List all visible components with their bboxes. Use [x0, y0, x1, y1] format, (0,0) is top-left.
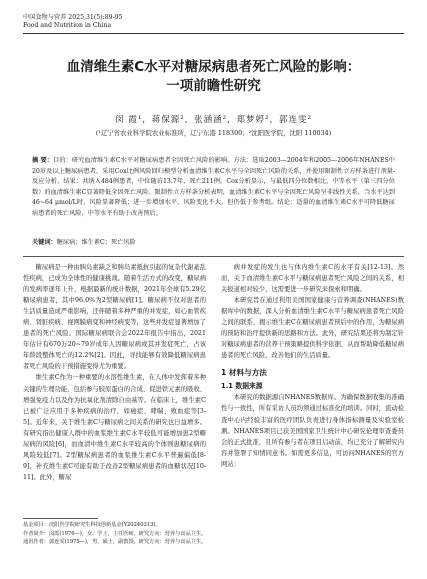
body-paragraph: 本研究的数据源自NHANES数据库。为确保数据收集的准确性与一致性，所有采访人员均须通过标准化的培训。同时，流动检查中心内经验丰富的医疗团队负责进行身体指标测量及实验室检测。NHANES项目已获美国国家卫生统计中心研究伦理审查委员会的正式批准，且所有参与者在项目启动前，均已充分了解研究内容并签署了知情同意书。如需更多信息，可访问NHANES的官方网站：: [221, 394, 404, 468]
body-paragraph: 本研究旨在通过利用美国国家健康与营养调查(NHANES)数据库中的数据，深入分析血清维生素C水平与糖尿病患者死亡风险之间的联系，揭示维生素C在糖尿病患者预后中的作用，为糖尿病的预防和治疗提供新的思路和方法。此外，研究结果还将为制定针对糖尿病患者的营养干预策略提供科学依据，从而帮助降低糖尿病患者的死亡风险，改善他们的生活质量。: [221, 297, 404, 360]
abstract-text: 目的：研究血清维生素C水平对糖尿病患者全因死亡风险的影响。方法：选取2003—2004年和2005—2006年NHANES中20岁及以上糖尿病患者，采用Cox比例风险回归模型分析血清维生素C水平与全因死亡风险的关系，并使用限制性立方样条进行剂量-反应分析。结果：共纳入484例患者，中位随访13.7年，死亡211例。Cox分析显示，与最低四分位数相比，中等水平（第三四分位数）的血清维生素C显著降低全因死亡风险。限制性立方样条分析表明，血清维生素C水平与全因死亡风险呈非线性关系，当水平达到46~64 μmol/L时，风险显著降低；进一步增加水平，风险变化不大，但仍低于参考组。结论：适量的血清维生素C水平可降低糖尿病患者的死亡风险，中等水平有助于改善预后。: [32, 157, 395, 217]
body-column-right: [221, 262, 404, 470]
footnotes: [23, 521, 206, 547]
abstract: [32, 156, 395, 220]
journal-name-en: Food and Nutrition in China: [23, 22, 112, 29]
body-column-left: [23, 262, 206, 483]
keywords-rule: [23, 256, 404, 257]
title-line-1: 血清维生素C水平对糖尿病患者死亡风险的影响：: [66, 59, 361, 75]
journal-name-cn: 中国食物与营养 2025,31(5):89-95: [23, 14, 123, 21]
body-paragraph: 病并发症的发生也与体内维生素C的水平有关[12-13]。然而，关于血清维生素C水平与糖尿病患者死亡风险之间的关系，相关报道相对较少，这需要进一步研究来探索和明确。: [221, 264, 404, 294]
footnote-corresponding: 通讯作者：郭连雯(1975—)，男，硕士，副教授，研究方向：营养与食品卫生。: [23, 539, 206, 545]
paper-title: [0, 58, 427, 96]
author-list: 闵 霞¹，蒋保源²，张涵涵²，郑梦婷²，郭连雯²: [115, 115, 312, 125]
keywords-label: 关键词：: [32, 239, 57, 246]
journal-header: [23, 14, 123, 30]
keywords-text: 糖尿病；维生素C；死亡风险: [56, 239, 136, 246]
footnote-funding: 基金项目：沈阳医学院研究生科技创新基金(Y20240313)。: [23, 522, 161, 528]
header-rule: [23, 33, 404, 34]
footnote-author: 作者简介：闵霞(1976—)，女，学士，主任医师，研究方向：营养与食品卫生。: [23, 530, 206, 537]
section-heading: 1 材料与方法: [221, 368, 267, 378]
keywords: [32, 238, 395, 248]
abstract-label: 摘 要：: [32, 157, 54, 164]
body-paragraph: 糖尿病是一种由胰岛素缺乏和胰岛素抵抗引起的复杂代谢紊乱性疾病，已成为全球性的健康挑战。随着生活方式的改变，糖尿病的发病率逐年上升，根据最新的统计数据，2021年全球有5.29亿糖尿病患者，其中96.0%为2型糖尿病[1]。糖尿病不仅对患者的生活质量造成严重影响，还伴随着多种严重的并发症，如心血管疾病、肾脏疾病、视网膜病变和神经病变等，这些并发症显著增加了患者的死亡风险。国际糖尿病联合会2022年报告中指出，2021年估计有670万20~79岁成年人因糖尿病或其并发症死亡，占该年龄段整体死亡的12.2%[2]。因此，寻找能够有效降低糖尿病患者死亡风险的干预措施变得尤为重要。: [23, 264, 206, 371]
affiliation: (¹辽宁省农业科学院农业标准所，辽宁东港 118300；²沈阳医学院，沈阳 110034): [95, 129, 332, 137]
title-line-2: 一项前瞻性研究: [166, 78, 261, 94]
body-paragraph: 维生素C作为一种重要的水溶性维生素，在人体中发挥着多种关键的生理功能，包括参与胶原蛋白的合成、促进铁元素的吸收、增强免疫力以及作为抗氧化剂清除自由基等。在临床上，维生素C已被广泛应用于多种疾病的治疗，如癌症、哮喘、败血症等[3-5]。近年来，关于维生素C与糖尿病之间关系的研究也日益增多。有研究指出健康人群中的血浆维生素C水平较低可能增加患2型糖尿病的风险[6]，而血清中维生素C水平较高的个体则患糖尿病的风险较低[7]。2型糖尿病患者的血浆维生素C水平普遍偏低[8-9]，补充维生素C可能有助于改善2型糖尿病患者的血糖状况[10-11]。此外，糖尿: [23, 374, 206, 481]
subsection-heading: 1.1 数据来源: [221, 382, 263, 391]
footnote-rule: [23, 518, 98, 519]
